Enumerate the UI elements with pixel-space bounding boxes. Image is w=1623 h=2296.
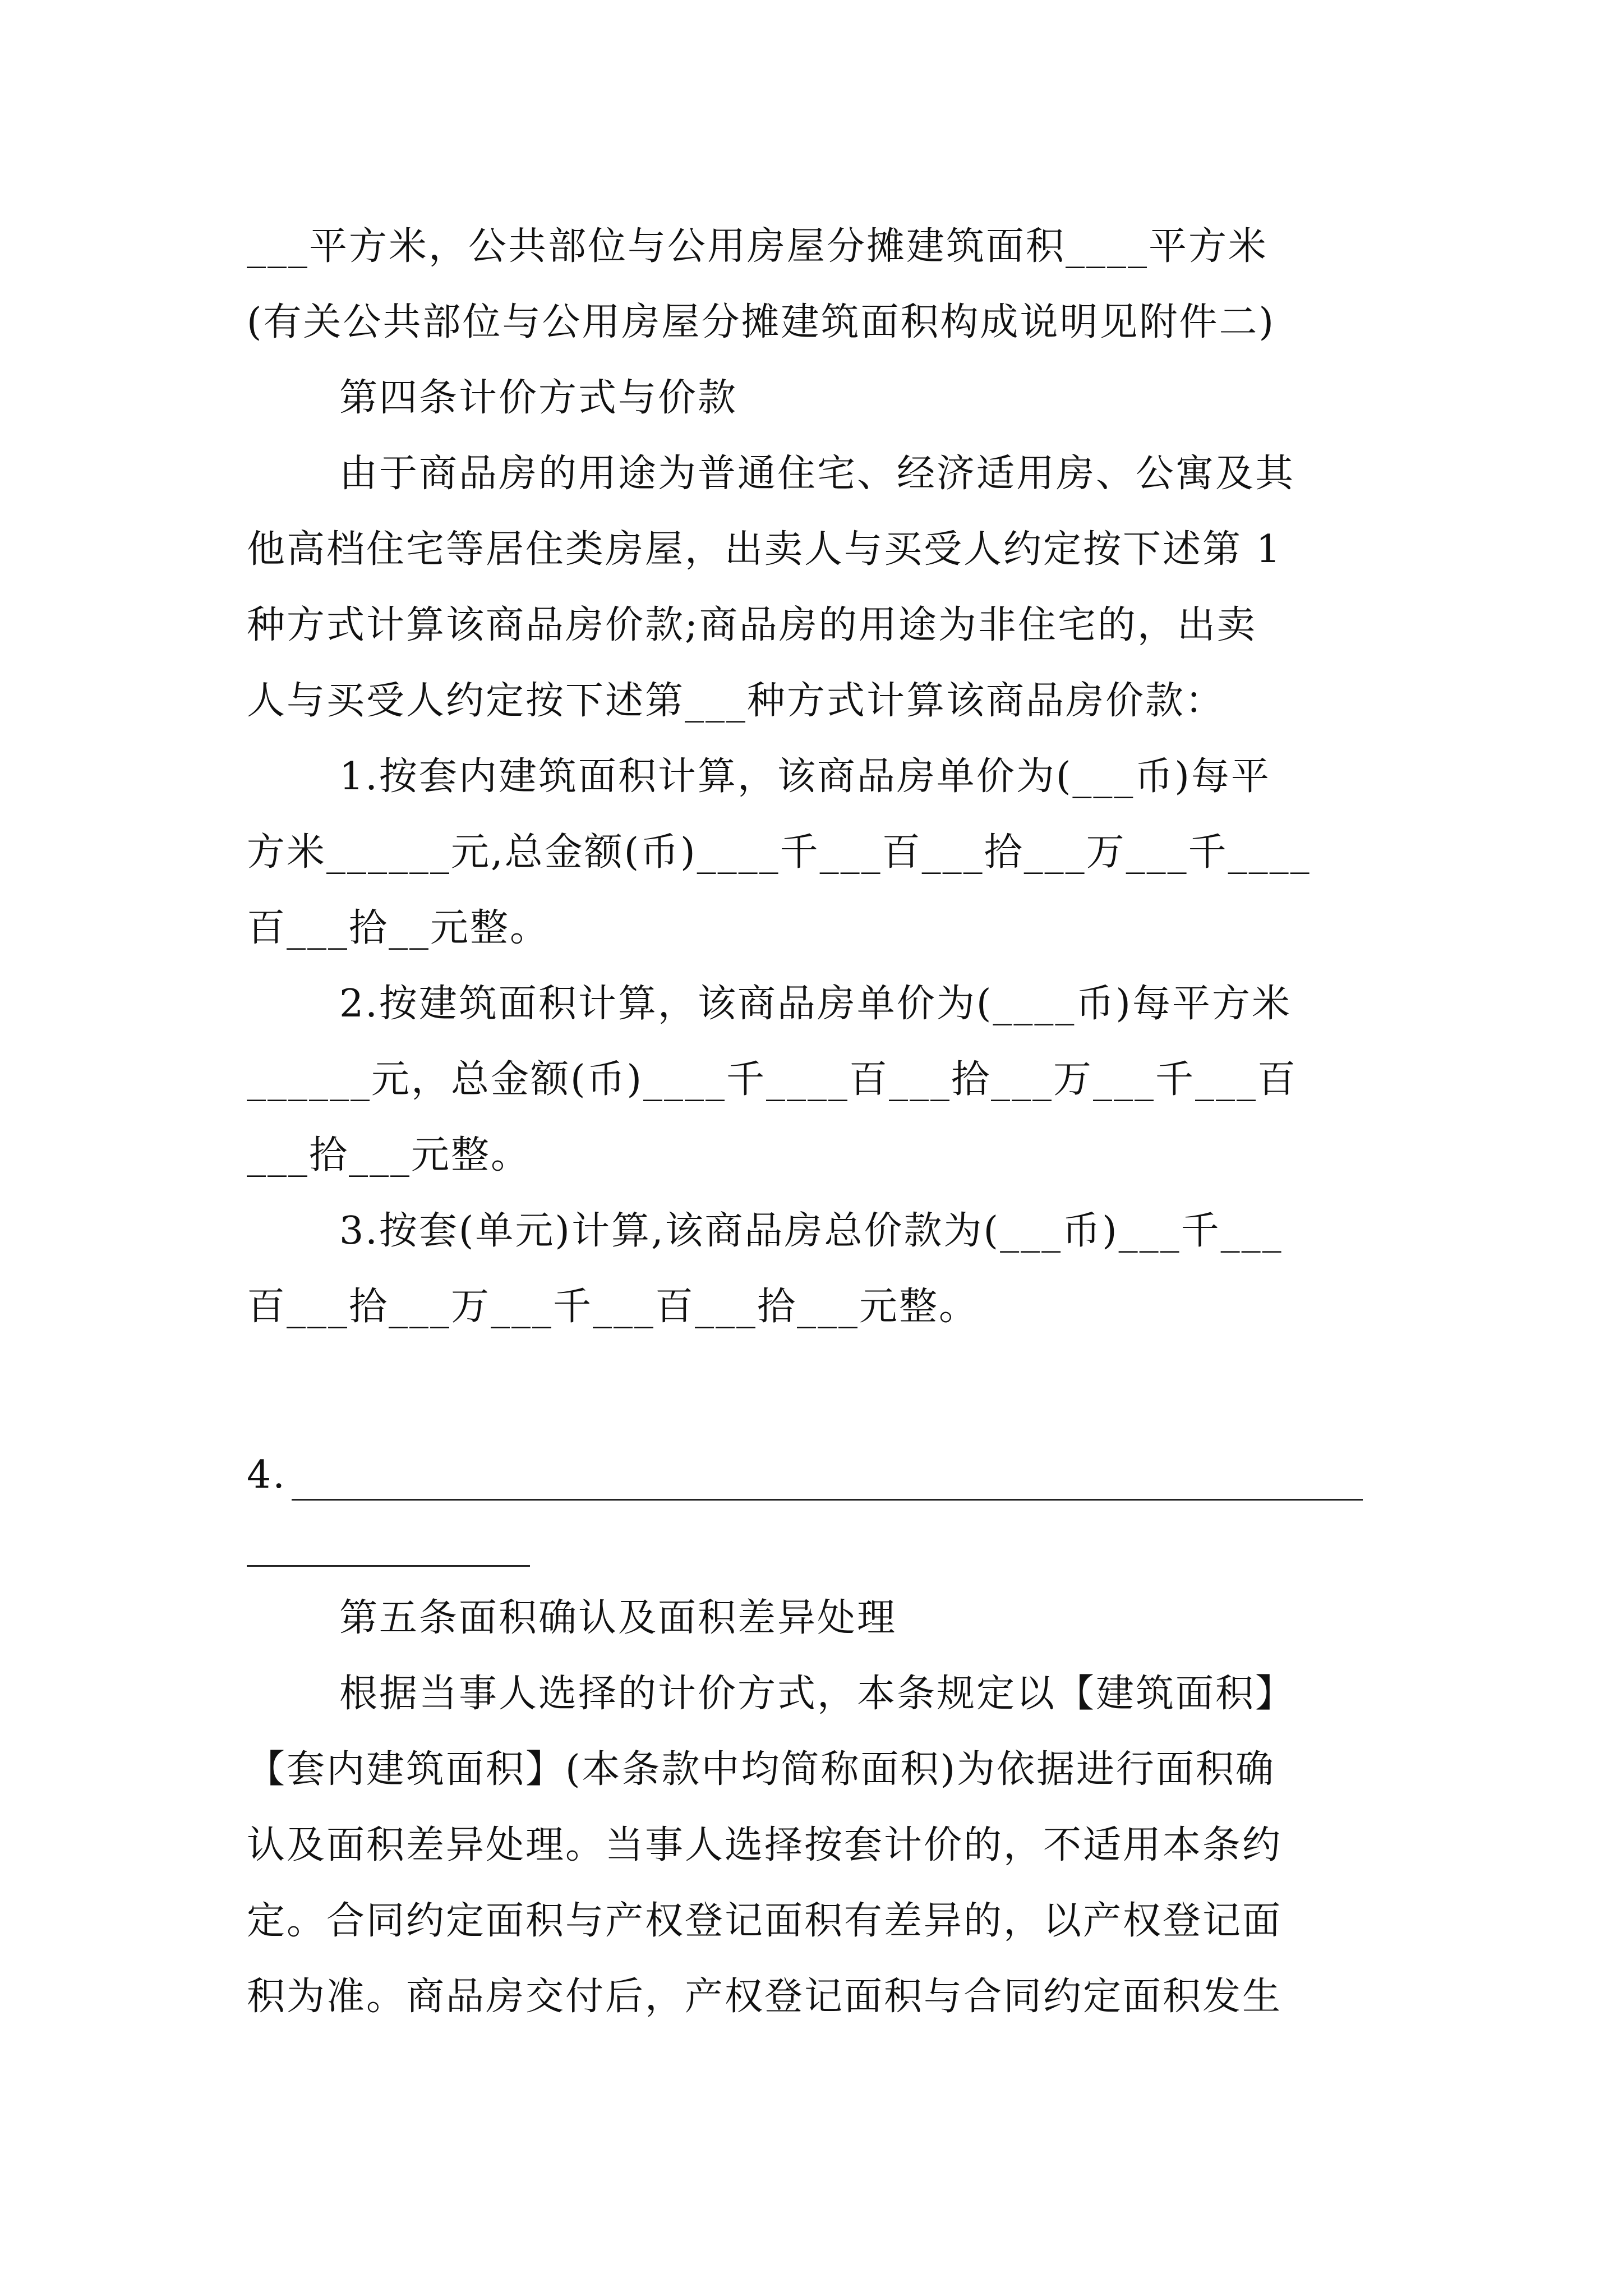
article-heading: 第四条计价方式与价款 (339, 376, 738, 420)
text-line: 方米______元,总金额(币)____千___百___拾___万___千____ (247, 830, 1311, 875)
text-line: 种方式计算该商品房价款;商品房的用途为非住宅的，出卖 (247, 603, 1257, 647)
blank-fill-line-continued (247, 1565, 530, 1567)
text-line: 由于商品房的用途为普通住宅、经济适用房、公寓及其 (339, 452, 1295, 496)
list-item-2: 2.按建筑面积计算，该商品房单价为(____币)每平方米 (339, 982, 1292, 1026)
text-line: ___平方米，公共部位与公用房屋分摊建筑面积____平方米 (247, 224, 1269, 269)
text-line: 百___拾___万___千___百___拾___元整。 (247, 1285, 979, 1329)
article-heading: 第五条面积确认及面积差异处理 (339, 1596, 897, 1640)
text-line: (有关公共部位与公用房屋分摊建筑面积构成说明见附件二) (247, 300, 1276, 344)
text-line: ______元，总金额(币)____千____百___拾___万___千___百 (247, 1057, 1298, 1102)
text-line: ___拾___元整。 (247, 1133, 531, 1177)
text-line: 【套内建筑面积】(本条款中均简称面积)为依据进行面积确 (247, 1747, 1276, 1792)
text-line: 定。合同约定面积与产权登记面积有差异的，以产权登记面 (247, 1899, 1283, 1943)
text-line: 积为准。商品房交付后，产权登记面积与合同约定面积发生 (247, 1975, 1283, 2019)
blank-fill-line (292, 1499, 1363, 1501)
text-line: 他高档住宅等居住类房屋，出卖人与买受人约定按下述第 1 (247, 527, 1282, 572)
list-item-1: 1.按套内建筑面积计算，该商品房单价为(___币)每平 (339, 754, 1271, 799)
list-item-4: 4. (247, 1453, 287, 1497)
text-line: 根据当事人选择的计价方式，本条规定以【建筑面积】 (339, 1672, 1295, 1716)
text-line: 人与买受人约定按下述第___种方式计算该商品房价款： (247, 679, 1225, 723)
list-item-3: 3.按套(单元)计算,该商品房总价款为(___币)___千___ (339, 1209, 1283, 1253)
text-line: 认及面积差异处理。当事人选择按套计价的，不适用本条约 (247, 1823, 1283, 1867)
text-line: 百___拾__元整。 (247, 906, 550, 950)
